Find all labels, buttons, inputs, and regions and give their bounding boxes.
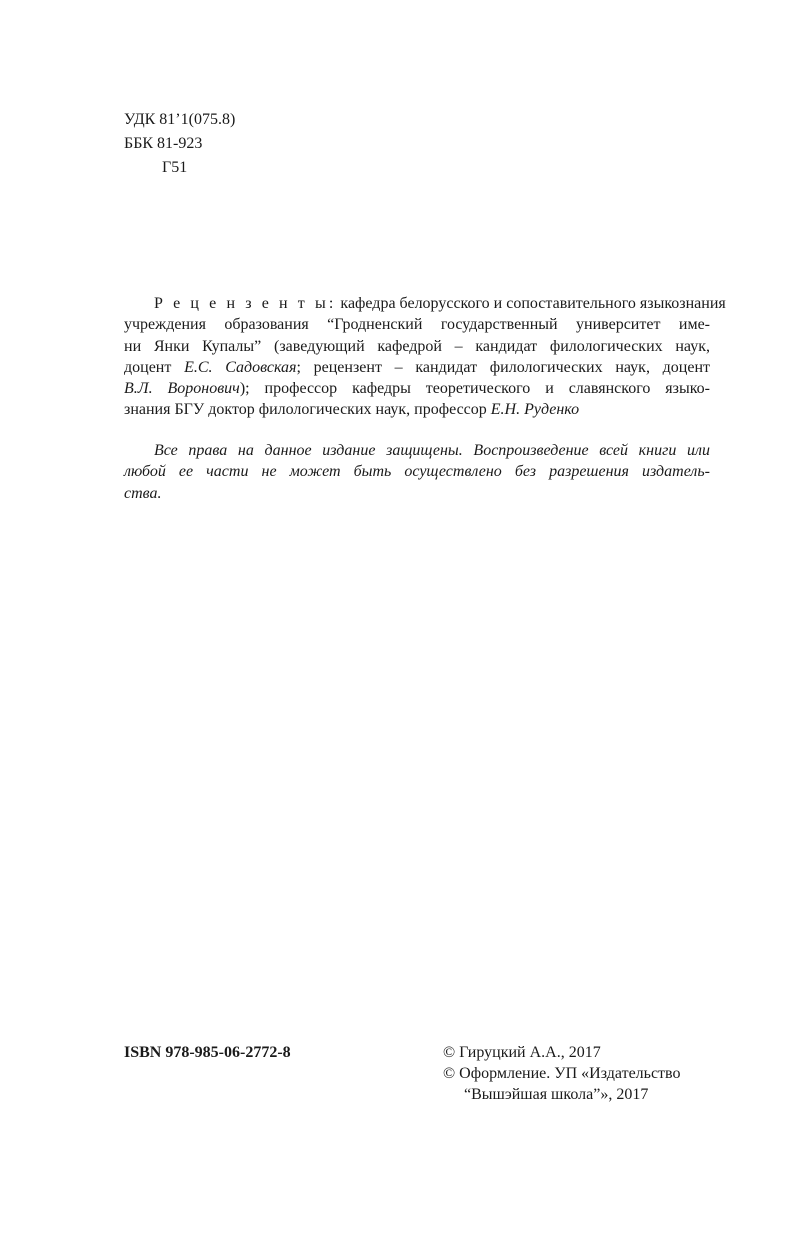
reviewers-line [124,314,710,335]
udc-code: УДК 81’1(075.8) [124,111,236,128]
isbn: ISBN 978-985-06-2772-8 [124,1044,291,1061]
reviewers-text: учреждения образования “Гродненский государственный университет име- [124,316,710,334]
reviewers-text: ); профессор кафедры теоретического и славянского языко- [239,380,711,398]
reviewer-name: В.Л. Воронович [124,380,240,398]
reviewers-line [124,399,710,420]
reviewers-text: ни Янки Купалы” (заведующий кафедрой – кандидат филологических наук, [124,337,710,355]
copyright-design: © Оформление. УП «Издательство [443,1065,681,1082]
rights-line: Все права на данное издание защищены. Воспроизведение всей книги или [154,442,710,459]
reviewers-text: знания БГУ доктор филологических наук, профессор [124,401,491,419]
copyright-publisher: “Вышэйшая школа”», 2017 [464,1086,649,1103]
reviewer-name: Е.С. Садовская [184,358,297,376]
copyright-block [443,1042,680,1105]
reviewers-text: ; рецензент – кандидат филологических наук, доцент [296,358,711,376]
reviewers-text: доцент [124,358,185,376]
rights-line: ства. [124,484,162,502]
author-mark: Г51 [162,159,188,176]
reviewers-text: кафедра белорусского и сопоставительного языкознания [336,295,726,312]
reviewers-paragraph [124,293,726,421]
reviewers-line [124,378,710,399]
copyright-author: © Гируцкий А.А., 2017 [443,1044,601,1061]
rights-line: любой ее части не может быть осуществлено без разрешения издатель- [124,463,710,481]
rights-notice [124,440,710,504]
reviewers-heading: Р е ц е н з е н т ы: [154,295,337,312]
reviewers-line [124,293,726,314]
bbk-code: ББК 81-923 [124,135,203,152]
reviewers-line [124,357,710,378]
reviewer-name: Е.Н. Руденко [490,401,580,419]
reviewers-line [124,336,710,357]
classification-block [124,108,235,180]
